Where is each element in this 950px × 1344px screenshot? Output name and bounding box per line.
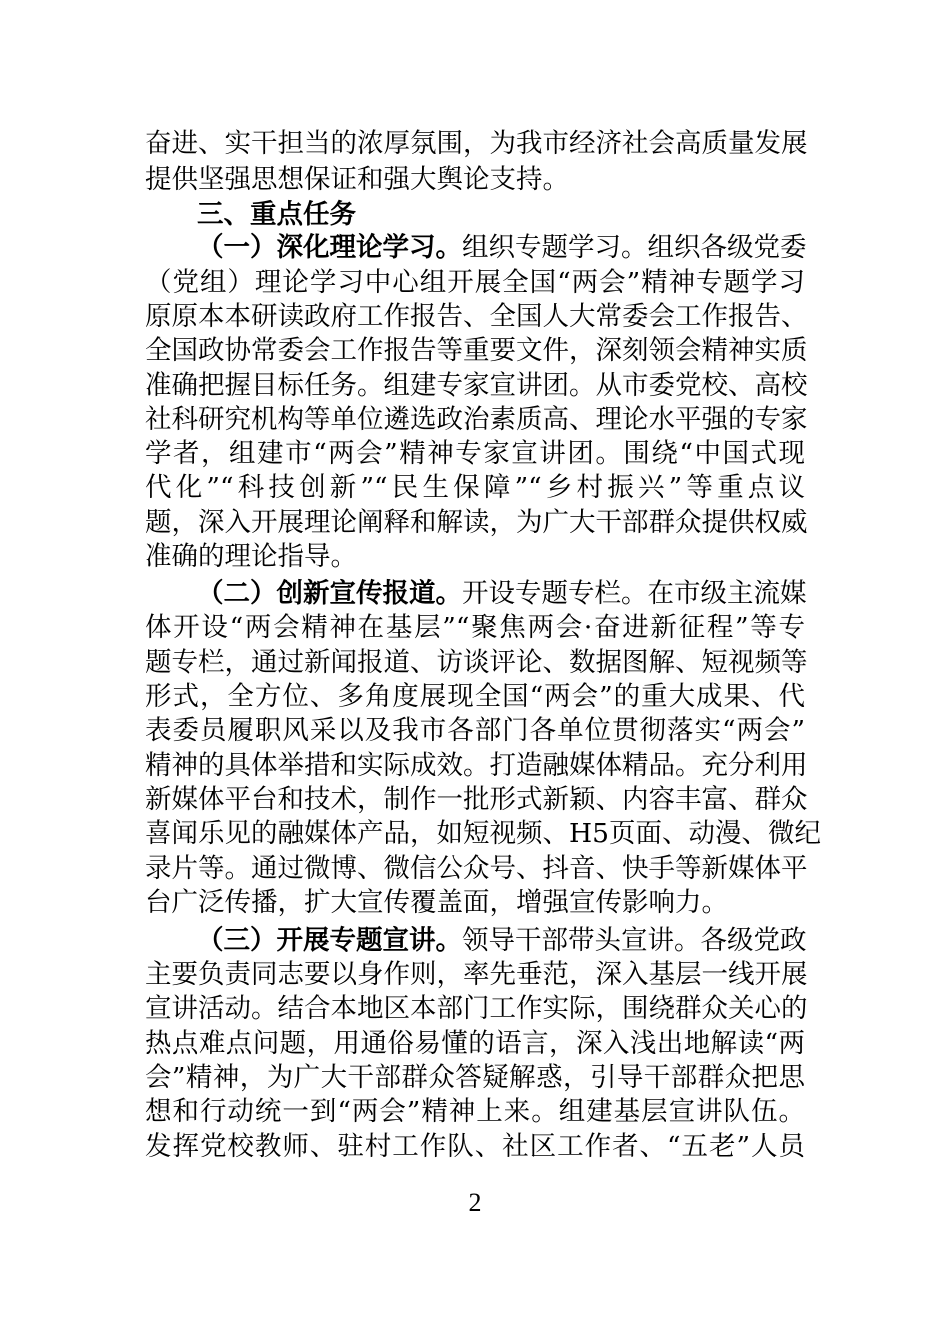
paragraph-first-line [197, 924, 805, 957]
body-line: 学者，组建市“两会”精神专家宣讲团。围绕“中国式现 [145, 438, 805, 469]
page-number: 2 [468, 1188, 482, 1217]
body-line: （党组）理论学习中心组开展全国“两会”精神专题学习 [145, 267, 805, 298]
paragraph-lead: （二）创新宣传报道。 [197, 578, 462, 609]
section-heading: 三、重点任务 [197, 199, 356, 230]
body-line: 代化”“科技创新”“民生保障”“乡村振兴”等重点议 [145, 472, 805, 503]
body-line: 形式，全方位、多角度展现全国“两会”的重大成果、代 [145, 681, 805, 712]
body-line: 提供坚强思想保证和强大舆论支持。 [145, 164, 569, 195]
body-line: 奋进、实干担当的浓厚氛围，为我市经济社会高质量发展 [145, 128, 808, 159]
paragraph-lead: （三）开展专题宣讲。 [197, 925, 462, 956]
paragraph-text: 组织专题学习。组织各级党委 [462, 232, 807, 263]
body-line: 表委员履职风采以及我市各部门各单位贯彻落实“两会” [145, 715, 805, 746]
body-line: 精神的具体举措和实际成效。打造融媒体精品。充分利用 [145, 750, 808, 781]
body-line: 新媒体平台和技术，制作一批形式新颖、内容丰富、群众 [145, 784, 808, 815]
body-line: 热点难点问题，用通俗易懂的语言，深入浅出地解读“两 [145, 1028, 805, 1059]
body-line: 社科研究机构等单位遴选政治素质高、理论水平强的专家 [145, 404, 808, 435]
body-line: 宣讲活动。结合本地区本部门工作实际，围绕群众关心的 [145, 993, 808, 1024]
body-line: 录片等。通过微博、微信公众号、抖音、快手等新媒体平 [145, 853, 808, 884]
body-line: 准确的理论指导。 [145, 541, 357, 572]
body-line: 原原本本研读政府工作报告、全国人大常委会工作报告、 [145, 301, 808, 332]
body-line: 体开设“两会精神在基层”“聚焦两会·奋进新征程”等专 [145, 612, 805, 643]
body-line: 准确把握目标任务。组建专家宣讲团。从市委党校、高校 [145, 370, 808, 401]
paragraph-first-line [197, 577, 805, 610]
body-line: 全国政协常委会工作报告等重要文件，深刻领会精神实质 [145, 335, 808, 366]
body-line: 会”精神，为广大干部群众答疑解惑，引导干部群众把思 [145, 1062, 805, 1093]
body-line: 主要负责同志要以身作则，率先垂范，深入基层一线开展 [145, 959, 808, 990]
paragraph-lead: （一）深化理论学习。 [197, 232, 462, 263]
body-line: 喜闻乐见的融媒体产品，如短视频、H5页面、动漫、微纪 [145, 818, 821, 849]
body-line: 题，深入开展理论阐释和解读，为广大干部群众提供权威 [145, 507, 808, 538]
body-line: 台广泛传播，扩大宣传覆盖面，增强宣传影响力。 [145, 887, 728, 918]
body-line: 题专栏，通过新闻报道、访谈评论、数据图解、短视频等 [145, 647, 808, 678]
paragraph-text: 开设专题专栏。在市级主流媒 [462, 578, 807, 609]
body-line: 想和行动统一到“两会”精神上来。组建基层宣讲队伍。 [145, 1096, 805, 1127]
paragraph-first-line [197, 231, 805, 264]
body-line: 发挥党校教师、驻村工作队、社区工作者、“五老”人员 [145, 1131, 805, 1162]
paragraph-text: 领导干部带头宣讲。各级党政 [462, 925, 807, 956]
